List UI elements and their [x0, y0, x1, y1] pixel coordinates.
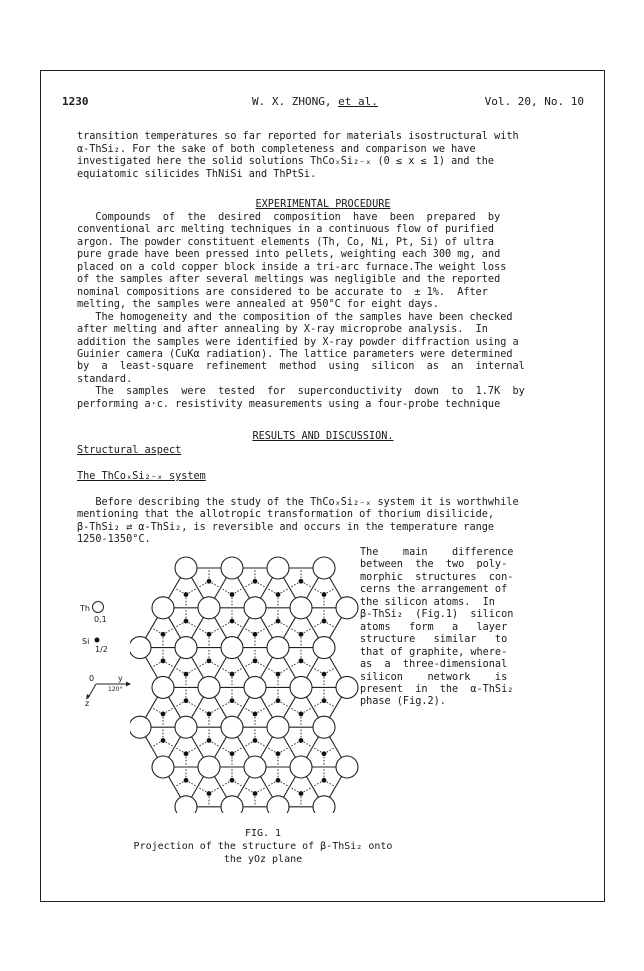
si-bond — [199, 583, 206, 587]
text-line: Compounds of the desired composition have been prepared by — [77, 212, 501, 223]
si-bond — [166, 629, 173, 633]
si-atom — [207, 632, 212, 637]
legend-si-label: Si — [82, 637, 90, 646]
lattice-bond — [192, 737, 204, 758]
si-bond — [189, 782, 196, 786]
text-line: of the samples after several meltings was negligible and the reported — [77, 274, 501, 286]
text-line: The main difference — [360, 547, 514, 558]
si-bond — [327, 702, 334, 706]
th-atom — [152, 756, 174, 778]
si-atom — [207, 791, 212, 796]
text-line: pure grade have been pressed into pellets, weighting each 300 mg, and — [77, 249, 501, 261]
text-line: Guinier camera (CuKα radiation). The lattice parameters were determined — [77, 348, 513, 360]
lattice-bond — [284, 777, 296, 798]
si-bond — [176, 589, 183, 593]
si-bond — [199, 662, 206, 666]
th-atom — [267, 557, 289, 579]
th-atom — [175, 796, 197, 813]
si-bond — [314, 669, 321, 673]
th-atom — [336, 676, 358, 698]
lattice-bond — [284, 737, 296, 758]
si-bond — [268, 748, 275, 752]
si-bond — [314, 702, 321, 706]
si-atom — [230, 592, 235, 597]
si-atom — [322, 672, 327, 677]
lattice-bond — [238, 657, 250, 678]
si-atom — [161, 712, 166, 717]
lattice-bond — [284, 697, 296, 718]
si-bond — [268, 623, 275, 627]
si-bond — [189, 623, 196, 627]
lattice-bond — [169, 697, 181, 718]
lattice-bond — [215, 777, 227, 798]
th-atom — [198, 756, 220, 778]
si-atom — [184, 778, 189, 783]
si-atom — [184, 751, 189, 756]
si-bond — [304, 708, 311, 712]
lattice-bond — [192, 578, 204, 599]
si-atom — [207, 738, 212, 743]
si-atom — [253, 579, 258, 584]
si-bond — [245, 788, 252, 792]
si-bond — [166, 662, 173, 666]
si-bond — [258, 629, 265, 633]
lattice-bond — [192, 697, 204, 718]
text-line: β-ThSi₂ ⇄ α-ThSi₂, is reversible and occurs in the temperature range — [77, 521, 495, 533]
si-atom — [161, 658, 166, 663]
th-atom — [152, 676, 174, 698]
si-bond — [268, 669, 275, 673]
si-atom — [322, 778, 327, 783]
si-bond — [314, 748, 321, 752]
lattice-bond — [238, 578, 250, 599]
si-bond — [212, 742, 219, 746]
si-atom — [207, 658, 212, 663]
th-atom — [267, 637, 289, 659]
si-bond — [235, 782, 242, 786]
lattice-bond — [238, 697, 250, 718]
si-atom — [184, 698, 189, 703]
si-bond — [235, 589, 242, 593]
running-title — [252, 95, 378, 108]
si-bond — [153, 662, 160, 666]
legend-th-label: Th — [80, 604, 90, 613]
lattice-bond — [215, 578, 227, 599]
lattice-bond — [192, 777, 204, 798]
text-line: Before describing the study of the ThCoₓSi₂₋ₓ system it is worthwhile — [77, 497, 519, 508]
lattice-bond — [146, 737, 158, 758]
text-line: the silicon atoms. In — [360, 596, 495, 608]
si-bond — [291, 742, 298, 746]
si-atom — [230, 698, 235, 703]
page-number: 1230 — [62, 95, 89, 108]
text-line: The homogeneity and the composition of the samples have been checked — [77, 311, 513, 323]
si-bond — [314, 782, 321, 786]
si-bond — [314, 589, 321, 593]
si-atom — [161, 738, 166, 743]
subheading-system: The ThCoₓSi₂₋ₓ system — [77, 471, 206, 482]
si-bond — [212, 662, 219, 666]
si-atom — [230, 751, 235, 756]
th-atom — [244, 676, 266, 698]
si-atom — [207, 579, 212, 584]
si-atom — [276, 778, 281, 783]
text-line: cerns the arrangement of — [360, 584, 508, 596]
lattice-bond — [169, 777, 181, 798]
th-atom — [267, 716, 289, 738]
text-line: that of graphite, where- — [360, 646, 508, 658]
si-atom — [207, 712, 212, 717]
si-bond — [281, 669, 288, 673]
authors: W. X. ZHONG, — [252, 95, 339, 108]
si-bond — [176, 623, 183, 627]
lattice-bond — [146, 697, 158, 718]
si-bond — [268, 589, 275, 593]
lattice-bond — [307, 617, 319, 638]
si-atom — [299, 658, 304, 663]
si-bond — [199, 708, 206, 712]
si-atom — [253, 658, 258, 663]
intro-line: equiatomic silicides ThNiSi and ThPtSi. — [77, 168, 317, 180]
th-atom — [244, 756, 266, 778]
lattice-bond — [307, 697, 319, 718]
text-line: conventional arc melting techniques in a continuous flow of purified — [77, 224, 495, 236]
lattice-bond — [238, 737, 250, 758]
axes-arrows-icon — [86, 680, 132, 702]
si-atom — [230, 619, 235, 624]
th-atom — [130, 637, 151, 659]
text-line: atoms form a layer — [360, 621, 508, 633]
si-bond — [258, 708, 265, 712]
si-bond — [258, 662, 265, 666]
si-bond — [222, 702, 229, 706]
si-atom — [299, 712, 304, 717]
axis-z-label: z — [85, 699, 90, 708]
si-bond — [222, 748, 229, 752]
th-atom — [152, 597, 174, 619]
text-line: The samples were tested for superconductivity down to 1.7K by — [77, 386, 525, 398]
authors-etal: et al. — [338, 95, 378, 108]
text-line: melting, the samples were annealed at 950°C for eight days. — [77, 299, 439, 311]
si-bond — [245, 583, 252, 587]
figure-label: FIG. 1 — [244, 828, 282, 839]
legend-si-dot-icon — [93, 636, 101, 644]
si-bond — [153, 742, 160, 746]
th-atom — [290, 676, 312, 698]
si-bond — [291, 662, 298, 666]
th-atom — [130, 716, 151, 738]
si-bond — [176, 669, 183, 673]
lattice-bond — [284, 657, 296, 678]
si-bond — [176, 702, 183, 706]
si-bond — [304, 662, 311, 666]
legend-th-value: 0,1 — [94, 615, 107, 624]
si-bond — [235, 702, 242, 706]
si-bond — [189, 669, 196, 673]
si-atom — [253, 791, 258, 796]
lattice-bond — [169, 617, 181, 638]
lattice-bond — [330, 737, 342, 758]
si-bond — [268, 782, 275, 786]
text-line: mentioning that the allotropic transformation of thorium disilicide, — [77, 509, 495, 521]
si-bond — [235, 748, 242, 752]
si-bond — [245, 629, 252, 633]
si-bond — [245, 662, 252, 666]
si-bond — [199, 629, 206, 633]
si-atom — [276, 698, 281, 703]
th-atom — [198, 676, 220, 698]
th-atom — [175, 637, 197, 659]
text-line: addition the samples were identified by X-ray powder diffraction using a — [77, 336, 519, 348]
si-bond — [291, 629, 298, 633]
text-line: between the two poly- — [360, 559, 508, 571]
si-atom — [184, 672, 189, 677]
subheading-structural: Structural aspect — [77, 445, 182, 456]
figure-caption-line: the yOz plane — [223, 854, 303, 865]
si-atom — [184, 592, 189, 597]
intro-line: transition temperatures so far reported for materials isostructural with — [77, 131, 519, 142]
si-atom — [253, 712, 258, 717]
th-atom — [221, 637, 243, 659]
si-atom — [253, 632, 258, 637]
si-atom — [161, 632, 166, 637]
text-line: argon. The powder constituent elements (Th, Co, Ni, Pt, Si) of ultra — [77, 236, 495, 248]
si-bond — [314, 623, 321, 627]
si-bond — [222, 669, 229, 673]
si-atom — [276, 672, 281, 677]
si-atom — [322, 698, 327, 703]
si-bond — [258, 742, 265, 746]
si-bond — [245, 708, 252, 712]
si-bond — [304, 629, 311, 633]
si-bond — [281, 623, 288, 627]
th-atom — [313, 557, 335, 579]
si-bond — [212, 583, 219, 587]
si-bond — [153, 708, 160, 712]
text-line: phase (Fig.2). — [360, 696, 446, 708]
lattice-bond — [307, 777, 319, 798]
si-atom — [299, 579, 304, 584]
axis-angle-label: 120° — [108, 686, 123, 693]
si-bond — [304, 788, 311, 792]
text-line: β-ThSi₂ (Fig.1) silicon — [360, 609, 514, 621]
si-bond — [281, 782, 288, 786]
axis-origin-label: 0 — [89, 674, 95, 683]
si-atom — [230, 778, 235, 783]
si-bond — [199, 742, 206, 746]
text-line: structure similar to — [360, 634, 508, 646]
si-bond — [281, 702, 288, 706]
th-atom — [198, 597, 220, 619]
si-bond — [327, 669, 334, 673]
lattice-bond — [238, 617, 250, 638]
si-bond — [291, 583, 298, 587]
lattice-bond — [146, 617, 158, 638]
lattice-bond — [261, 697, 273, 718]
si-bond — [222, 623, 229, 627]
si-bond — [189, 748, 196, 752]
lattice-bond — [261, 578, 273, 599]
lattice-bond — [169, 737, 181, 758]
legend-si-value: 1/2 — [95, 645, 108, 654]
si-bond — [327, 589, 334, 593]
th-atom — [221, 557, 243, 579]
lattice-bond — [261, 777, 273, 798]
th-atom — [290, 756, 312, 778]
lattice-bond — [261, 737, 273, 758]
lattice-bond — [261, 617, 273, 638]
running-header — [62, 95, 584, 111]
si-bond — [199, 788, 206, 792]
lattice-bond — [192, 657, 204, 678]
si-bond — [327, 623, 334, 627]
th-atom — [313, 796, 335, 813]
si-bond — [235, 623, 242, 627]
si-atom — [322, 619, 327, 624]
text-line: standard. — [77, 373, 133, 385]
si-atom — [230, 672, 235, 677]
lattice-bond — [284, 578, 296, 599]
th-atom — [221, 796, 243, 813]
si-bond — [304, 583, 311, 587]
si-bond — [176, 782, 183, 786]
th-atom — [336, 756, 358, 778]
lattice-bond — [307, 657, 319, 678]
th-atom — [175, 716, 197, 738]
si-atom — [184, 619, 189, 624]
si-atom — [276, 751, 281, 756]
th-atom — [267, 796, 289, 813]
si-atom — [276, 619, 281, 624]
text-line: silicon network is — [360, 671, 508, 683]
axis-y-label: y — [118, 674, 123, 683]
th-atom — [313, 716, 335, 738]
lattice-bond — [169, 578, 181, 599]
th-atom — [221, 716, 243, 738]
si-bond — [166, 708, 173, 712]
text-line: 1250-1350°C. — [77, 534, 151, 546]
si-bond — [189, 589, 196, 593]
lattice-figure — [130, 548, 360, 813]
lattice-bond — [307, 578, 319, 599]
th-atom — [336, 597, 358, 619]
si-bond — [212, 629, 219, 633]
si-bond — [176, 748, 183, 752]
lattice-bond — [192, 617, 204, 638]
si-bond — [222, 782, 229, 786]
si-atom — [253, 738, 258, 743]
si-bond — [327, 748, 334, 752]
lattice-bond — [330, 697, 342, 718]
text-line: nominal compositions are considered to be accurate to ± 1%. After — [77, 286, 488, 298]
text-line: after melting and after annealing by X-ray microprobe analysis. In — [77, 324, 488, 336]
th-atom — [175, 557, 197, 579]
lattice-bond — [146, 657, 158, 678]
si-atom — [299, 632, 304, 637]
si-bond — [235, 669, 242, 673]
si-bond — [304, 742, 311, 746]
si-bond — [281, 589, 288, 593]
si-bond — [189, 702, 196, 706]
section-heading-results: RESULTS AND DISCUSSION. — [252, 431, 394, 442]
si-bond — [222, 589, 229, 593]
si-bond — [258, 788, 265, 792]
lattice-bond — [284, 617, 296, 638]
si-bond — [291, 708, 298, 712]
si-bond — [212, 708, 219, 712]
lattice-bond — [330, 777, 342, 798]
text-line: as a three-dimensional — [360, 659, 508, 671]
figure-caption-line: Projection of the structure of β-ThSi₂ onto — [133, 841, 393, 852]
si-bond — [327, 782, 334, 786]
si-bond — [212, 788, 219, 792]
legend-th-circle-icon — [91, 600, 105, 614]
text-line: performing a·c. resistivity measurements using a four-probe technique — [77, 398, 501, 410]
lattice-bond — [215, 697, 227, 718]
lattice-bond — [215, 737, 227, 758]
si-bond — [245, 742, 252, 746]
lattice-bond — [169, 657, 181, 678]
lattice-bond — [215, 617, 227, 638]
si-bond — [291, 788, 298, 792]
si-bond — [166, 742, 173, 746]
si-atom — [322, 592, 327, 597]
text-line: by a least-square refinement method using silicon as an internal — [77, 361, 525, 373]
lattice-bond — [307, 737, 319, 758]
lattice-bond — [330, 617, 342, 638]
text-line: placed on a cold copper block inside a tri-arc furnace.The weight loss — [77, 261, 507, 273]
intro-line: α-ThSi₂. For the sake of both completeness and comparison we have — [77, 143, 476, 155]
si-bond — [268, 702, 275, 706]
th-atom — [313, 637, 335, 659]
si-atom — [322, 751, 327, 756]
text-line: morphic structures con- — [360, 571, 514, 583]
section-heading-experimental: EXPERIMENTAL PROCEDURE — [255, 199, 391, 210]
lattice-bond — [330, 657, 342, 678]
lattice-bond — [261, 657, 273, 678]
si-atom — [299, 791, 304, 796]
si-bond — [281, 748, 288, 752]
si-bond — [258, 583, 265, 587]
si-bond — [153, 629, 160, 633]
lattice-bond — [330, 578, 342, 599]
lattice-bond — [238, 777, 250, 798]
intro-line: investigated here the solid solutions ThCoₓSi₂₋ₓ (0 ≤ x ≤ 1) and the — [77, 156, 495, 167]
th-atom — [290, 597, 312, 619]
si-atom — [276, 592, 281, 597]
lattice-bond — [215, 657, 227, 678]
th-atom — [244, 597, 266, 619]
si-atom — [299, 738, 304, 743]
text-line: present in the α-ThSi₂ — [360, 683, 514, 695]
volume-info: Vol. 20, No. 10 — [484, 95, 584, 108]
